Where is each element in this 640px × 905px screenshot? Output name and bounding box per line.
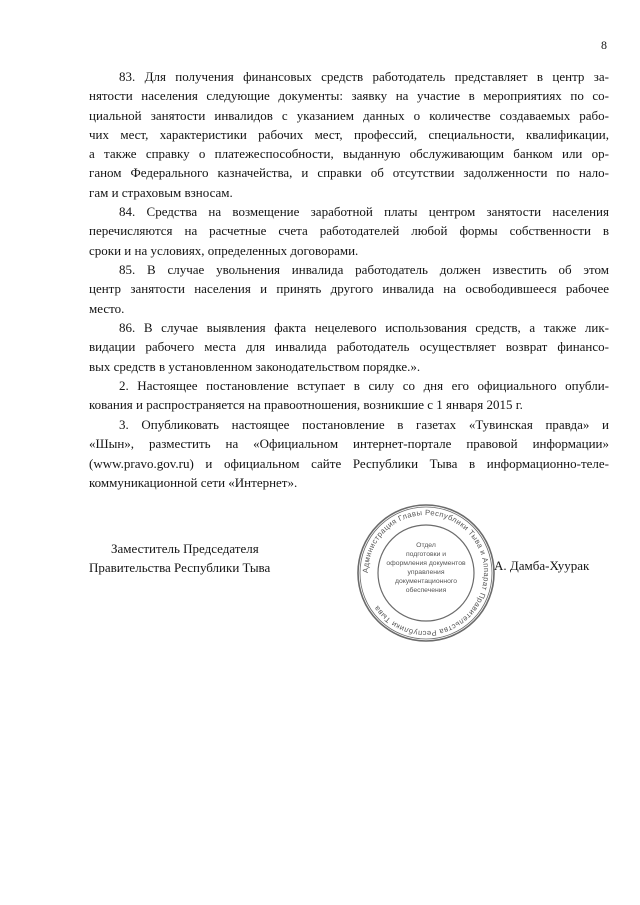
official-stamp [356, 503, 496, 643]
text-line: кования и распространяется на правоотношения, возникшие с 1 января 2015 г. [89, 397, 523, 413]
signature-title [89, 539, 270, 577]
stamp-inner-line: оформления документов [386, 560, 466, 567]
text-line: (www.pravo.gov.ru) и официальном сайте Республики Тыва в информационно-теле- [89, 455, 609, 471]
text-line: вых средств в установленном законодательством порядке.». [89, 358, 421, 374]
signature-title-line: Заместитель Председателя [111, 541, 259, 556]
text-line: коммуникационной сети «Интернет». [89, 474, 298, 490]
text-line: чих мест, характеристики рабочих мест, профессий, специальности, квалификации, [89, 126, 609, 142]
stamp-inner-line: документационного [394, 578, 458, 585]
stamp-outer-text: Администрация Главы Республики Тыва и Аппарат Правительства Республики Тыва [360, 507, 492, 639]
stamp-inner-line: подготовки и [405, 551, 447, 558]
text-line: ганом Федерального казначейства, и справки об отсутствии задолженности по нало- [89, 165, 609, 181]
text-line: 3. Опубликовать настоящее постановление в газетах «Тувинская правда» и [119, 417, 609, 432]
text-line: а также справку о платежеспособности, выданную обслуживающим банком или ор- [89, 146, 609, 162]
stamp-inner-line: обеспечения [405, 587, 447, 594]
text-line: 86. В случае выявления факта нецелевого использования средств, а также лик- [119, 320, 609, 335]
text-line: центр занятости населения и принять другого инвалида на освободившееся рабочее [89, 281, 609, 297]
text-line: сроки и на условиях, определенных договорами. [89, 242, 359, 258]
text-line: 84. Средства на возмещение заработной платы центром занятости населения [119, 204, 609, 219]
text-line: 2. Настоящее постановление вступает в силу со дня его официального опубли- [119, 378, 609, 393]
stamp-inner-line: Отдел [416, 542, 436, 549]
text-line: нятости населения следующие документы: заявку на участие в мероприятиях по со- [89, 88, 609, 104]
text-line: перечисляются на расчетные счета работодателей любой формы собственности в [89, 223, 609, 239]
paragraph-85 [89, 260, 609, 318]
signature-name: А. Дамба-Хуурак [494, 558, 590, 573]
paragraph-84 [89, 202, 609, 260]
text-line: «Шын», разместить на «Официальном интернет-портале правовой информации» [89, 436, 609, 452]
paragraph-83 [89, 67, 609, 202]
signature-title-line: Правительства Республики Тыва [89, 560, 271, 575]
paragraph-2 [89, 376, 609, 415]
text-line: 83. Для получения финансовых средств работодатель представляет в центр за- [119, 69, 609, 84]
text-line: циальной занятости инвалидов с указанием данных о количестве создаваемых рабо- [89, 107, 609, 123]
text-line: место. [89, 300, 125, 316]
stamp-inner-line: управления [407, 569, 445, 576]
paragraph-86 [89, 318, 609, 376]
text-line: гам и страховым взносам. [89, 184, 233, 200]
page-number: 8 [601, 38, 607, 52]
text-line: 85. В случае увольнения инвалида работодатель должен известить об этом [119, 262, 609, 277]
paragraph-3 [89, 415, 609, 492]
text-line: видации рабочего места для инвалида работодатель осуществляет возврат финансо- [89, 339, 609, 355]
